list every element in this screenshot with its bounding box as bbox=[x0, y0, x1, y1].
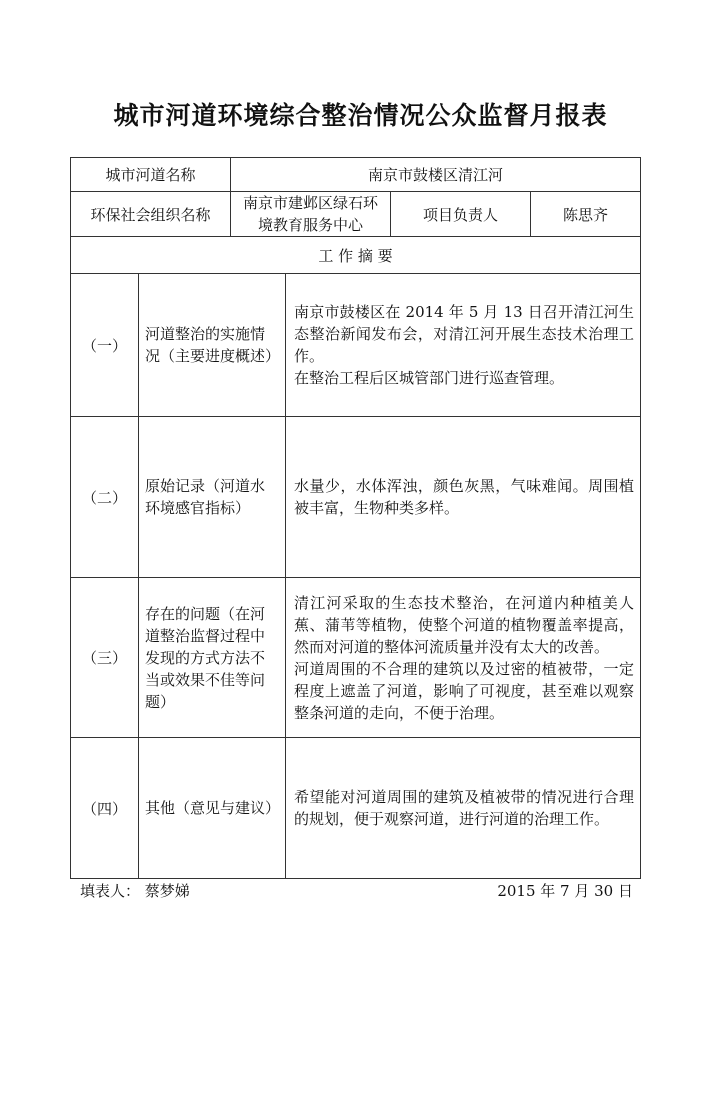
summary-heading-row bbox=[71, 237, 641, 274]
org-row bbox=[71, 192, 641, 237]
content-paragraph: 河道周围的不合理的建筑以及过密的植被带，一定程度上遮盖了河道，影响了可视度，甚至难以观察整条河道的走向，不便于治理。 bbox=[294, 659, 635, 722]
section-row bbox=[71, 417, 641, 578]
section-content bbox=[286, 417, 641, 578]
filler-name: 填表人： 蔡梦娣 bbox=[80, 882, 190, 900]
leader-label: 项目负责人 bbox=[391, 192, 531, 237]
section-label: 其他（意见与建议） bbox=[139, 738, 286, 879]
org-label: 环保社会组织名称 bbox=[71, 192, 231, 237]
form-title: 城市河道环境综合整治情况公众监督月报表 bbox=[113, 101, 608, 130]
section-row bbox=[71, 274, 641, 417]
leader-value: 陈思齐 bbox=[531, 192, 641, 237]
section-number: （二） bbox=[71, 417, 139, 578]
section-number: （三） bbox=[71, 578, 139, 738]
summary-heading: 工 作 摘 要 bbox=[71, 237, 641, 274]
section-content bbox=[286, 578, 641, 738]
content-paragraph: 希望能对河道周围的建筑及植被带的情况进行合理的规划，便于观察河道，进行河道的治理工作。 bbox=[294, 788, 635, 828]
section-label: 原始记录（河道水环境感官指标） bbox=[139, 417, 286, 578]
river-name-label: 城市河道名称 bbox=[71, 158, 231, 192]
content-paragraph: 清江河采取的生态技术整治，在河道内种植美人蕉、蒲苇等植物，使整个河道的植物覆盖率提高，然而对河道的整体河流质量并没有太大的改善。 bbox=[294, 593, 635, 656]
section-label: 存在的问题（在河道整治监督过程中发现的方式方法不当或效果不佳等问题） bbox=[139, 578, 286, 738]
section-row bbox=[71, 578, 641, 738]
content-paragraph: 水量少，水体浑浊，颜色灰黑，气味难闻。周围植被丰富，生物种类多样。 bbox=[294, 477, 635, 517]
section-label: 河道整治的实施情况（主要进度概述） bbox=[139, 274, 286, 417]
section-row bbox=[71, 738, 641, 879]
content-paragraph: 在整治工程后区城管部门进行巡查管理。 bbox=[294, 369, 565, 387]
section-content bbox=[286, 738, 641, 879]
report-table bbox=[70, 157, 641, 879]
section-number: （一） bbox=[71, 274, 139, 417]
org-value: 南京市建邺区绿石环境教育服务中心 bbox=[231, 192, 391, 237]
section-number: （四） bbox=[71, 738, 139, 879]
section-content bbox=[286, 274, 641, 417]
content-paragraph: 南京市鼓楼区在 2014 年 5 月 13 日召开清江河生态整治新闻发布会，对清江河开展生态技术治理工作。 bbox=[294, 303, 635, 365]
report-date: 2015 年 7 月 30 日 bbox=[497, 882, 633, 900]
river-name-value: 南京市鼓楼区清江河 bbox=[231, 158, 641, 192]
river-name-row bbox=[71, 158, 641, 192]
